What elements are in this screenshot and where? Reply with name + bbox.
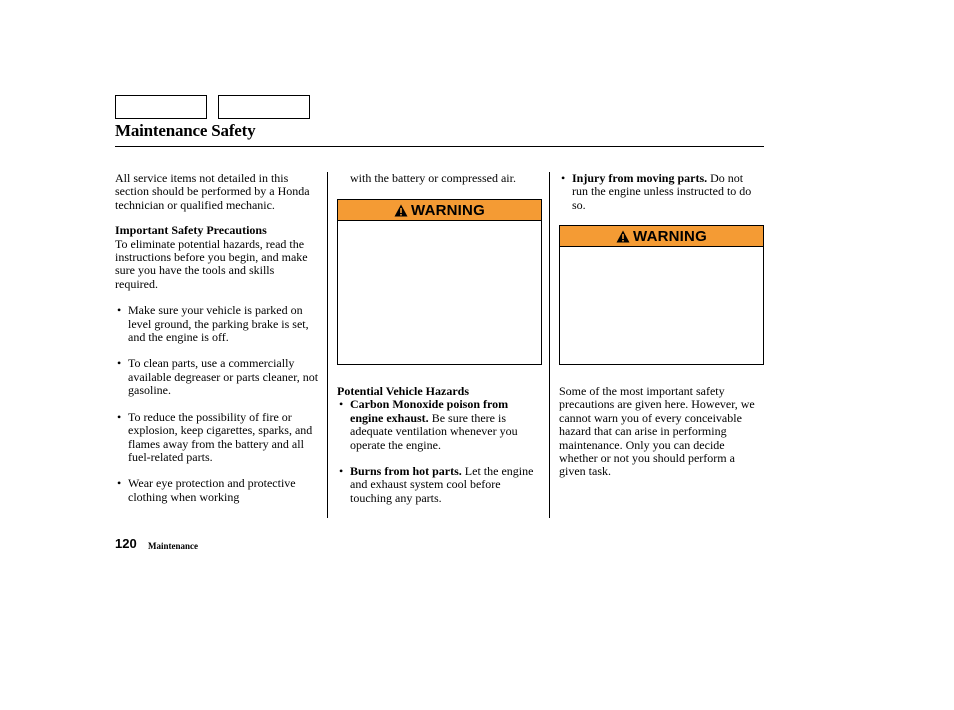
warning-header — [560, 226, 763, 247]
warning-triangle-icon — [616, 230, 630, 243]
list-item: • Carbon Monoxide poison from engine exhaust. Be sure there is adequate ventilation whenever you operate the engine. — [339, 397, 518, 452]
column-2-bottom — [337, 385, 542, 505]
lead-paragraph: To eliminate potential hazards, read the instructions before you begin, and make sure you have the tools and skills required. — [115, 236, 308, 291]
intro-paragraph: All service items not detailed in this section should be performed by a Honda technician or qualified mechanic. — [115, 171, 310, 212]
closing-paragraph: Some of the most important safety precautions are given here. However, we cannot warn you of every conceivable hazard that can arise in performing maintenance. Only you can decide whether or not you should perform a given task. — [559, 384, 755, 479]
warning-box — [559, 225, 764, 365]
footer-section: Maintenance — [148, 541, 198, 551]
warning-triangle-icon — [394, 204, 408, 217]
section-heading: Important Safety Precautions — [115, 223, 267, 238]
page-number: 120 — [115, 536, 137, 551]
column-3-top — [559, 172, 755, 212]
list-item: • Injury from moving parts. Do not run the engine unless instructed to do so. — [561, 171, 752, 212]
warning-label: WARNING — [633, 227, 707, 245]
column-divider — [327, 172, 328, 518]
list-item: • To clean parts, use a commercially available degreaser or parts cleaner, not gasoline. — [117, 356, 319, 398]
warning-label: WARNING — [411, 201, 485, 219]
column-divider — [549, 172, 550, 518]
nav-button-next[interactable] — [218, 95, 310, 119]
warning-header — [338, 200, 541, 221]
nav-button-prev[interactable] — [115, 95, 207, 119]
list-item: • To reduce the possibility of fire or explosion, keep cigarettes, sparks, and flames away from the battery and all fuel-related parts. — [117, 409, 313, 464]
warning-box — [337, 199, 542, 365]
list-item: • Make sure your vehicle is parked on level ground, the parking brake is set, and the engine is off. — [117, 303, 309, 345]
list-item: • Burns from hot parts. Let the engine and exhaust system cool before touching any parts. — [339, 464, 534, 505]
column-1 — [115, 172, 320, 504]
page-title: Maintenance Safety — [115, 121, 256, 140]
column-3-bottom — [559, 385, 755, 479]
column-2-top — [350, 172, 546, 185]
section-heading: Potential Vehicle Hazards — [337, 384, 469, 398]
title-divider — [115, 146, 764, 147]
continuation-text: with the battery or compressed air. — [350, 171, 516, 185]
list-item: • Wear eye protection and protective clothing when working — [117, 476, 296, 504]
